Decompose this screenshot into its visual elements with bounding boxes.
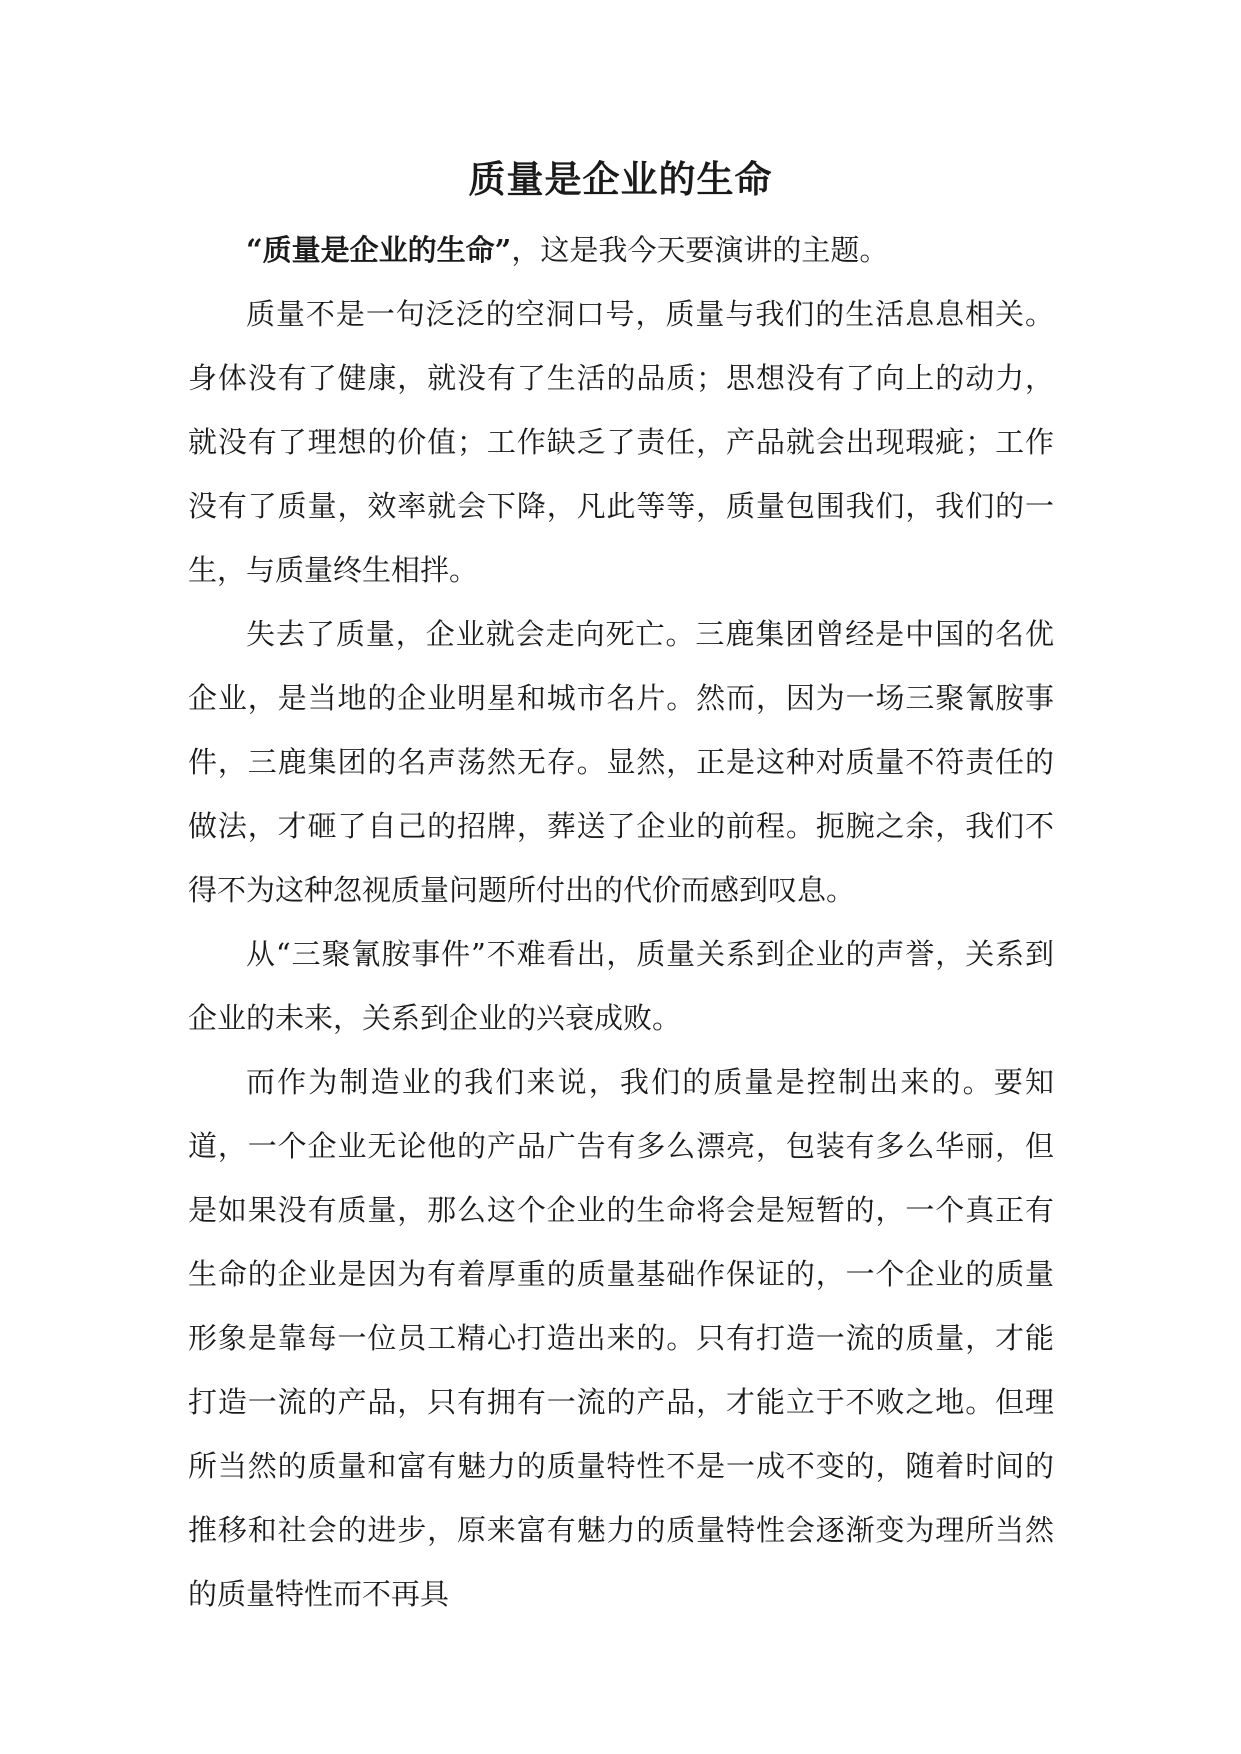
intro-paragraph (188, 218, 1054, 282)
document-body (188, 218, 1054, 1626)
paragraph-1: 质量不是一句泛泛的空洞口号，质量与我们的生活息息相关。身体没有了健康，就没有了生活的品质；思想没有了向上的动力，就没有了理想的价值；工作缺乏了责任，产品就会出现瑕疵；工作没有了质量，效率就会下降，凡此等等，质量包围我们，我们的一生，与质量终生相拌。 (188, 297, 1054, 587)
paragraph-4: 而作为制造业的我们来说，我们的质量是控制出来的。要知道，一个企业无论他的产品广告有多么漂亮，包装有多么华丽，但是如果没有质量，那么这个企业的生命将会是短暂的，一个真正有生命的企业是因为有着厚重的质量基础作保证的，一个企业的质量形象是靠每一位员工精心打造出来的。只有打造一流的质量，才能打造一流的产品，只有拥有一流的产品，才能立于不败之地。但理所当然的质量和富有魅力的质量特性不是一成不变的，随着时间的推移和社会的进步，原来富有魅力的质量特性会逐渐变为理所当然的质量特性而不再具 (188, 1065, 1054, 1611)
intro-bold-quote: “质量是企业的生命” (246, 233, 512, 267)
paragraph-3: 从“三聚氰胺事件”不难看出，质量关系到企业的声誉，关系到企业的未来，关系到企业的兴衰成败。 (188, 937, 1054, 1035)
document-title: 质量是企业的生命 (468, 157, 773, 201)
paragraph-2: 失去了质量，企业就会走向死亡。三鹿集团曾经是中国的名优企业，是当地的企业明星和城市名片。然而，因为一场三聚氰胺事件，三鹿集团的名声荡然无存。显然，正是这种对质量不符责任的做法，才砸了自己的招牌，葬送了企业的前程。扼腕之余，我们不得不为这种忽视质量问题所付出的代价而感到叹息。 (188, 617, 1054, 907)
intro-rest-text: ，这是我今天要演讲的主题。 (511, 233, 889, 267)
